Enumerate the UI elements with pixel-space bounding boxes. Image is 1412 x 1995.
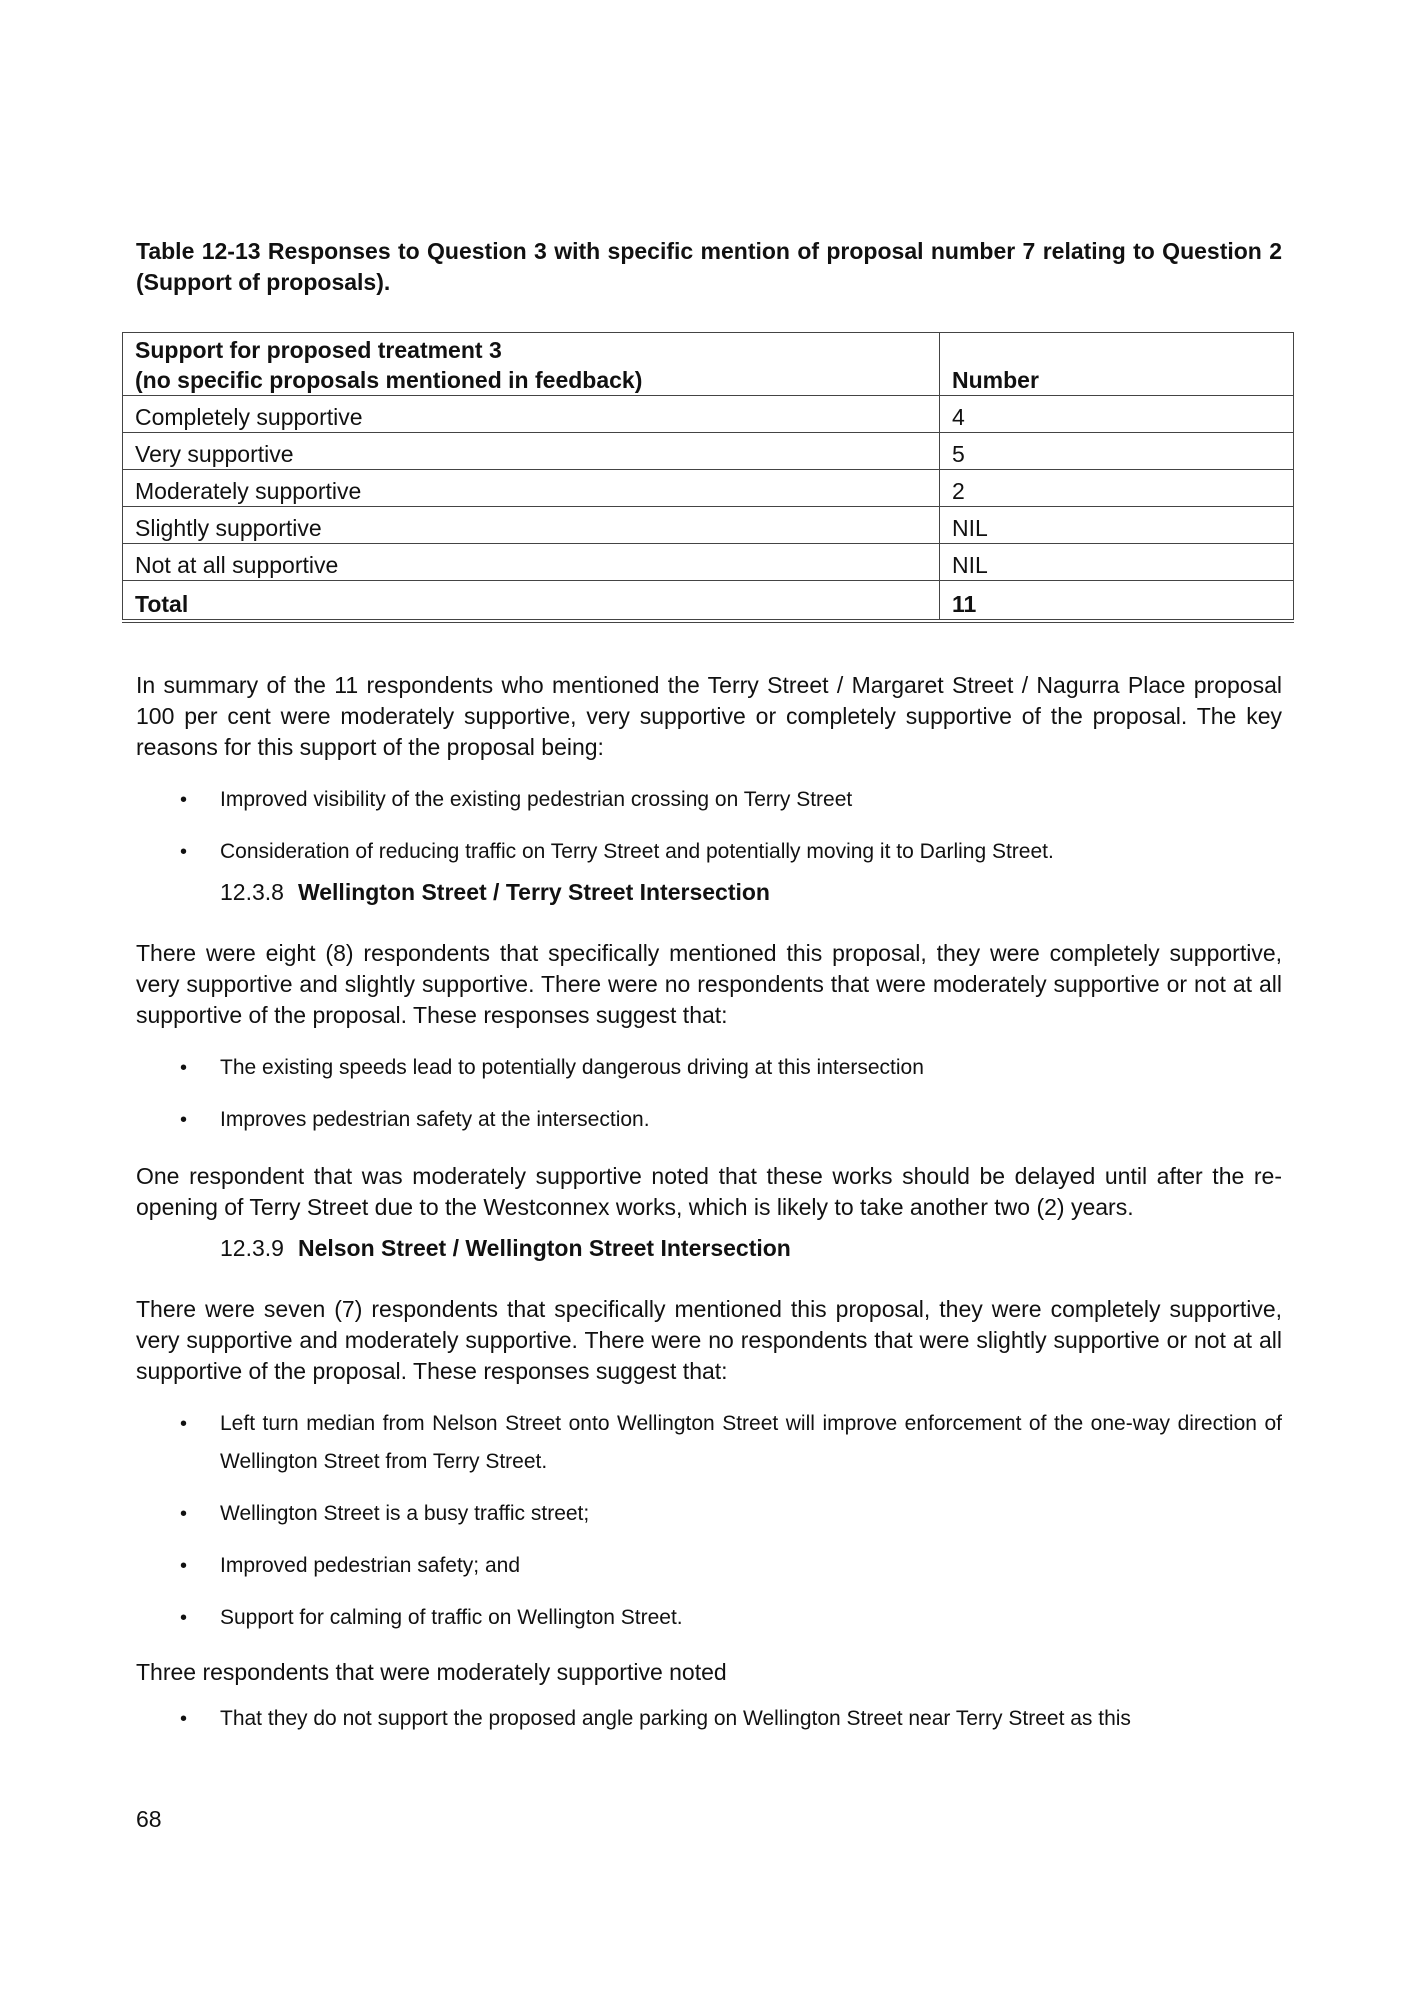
body-flow xyxy=(136,670,1282,1752)
list-item xyxy=(136,1101,1282,1139)
table-row xyxy=(123,470,1294,507)
header-number-cell: Number xyxy=(940,333,1294,396)
bullet-icon: • xyxy=(180,1109,188,1131)
bullet-icon: • xyxy=(180,1057,188,1079)
section-number: 12.3.9 xyxy=(220,1235,284,1261)
row-value: 5 xyxy=(940,433,1294,470)
responses-table xyxy=(122,332,1294,623)
section-12-3-9-paragraph: There were seven (7) respondents that specifically mentioned this proposal, they were completely supportive, very supportive and moderately supportive. There were no respondents that were slightly supportive or not at all supportive of the proposal. These responses suggest that: xyxy=(136,1296,1282,1384)
section-12-3-8-bullet-list xyxy=(136,1049,1282,1139)
section-heading-12-3-8 xyxy=(136,877,1282,908)
list-item xyxy=(136,1495,1282,1533)
table-row xyxy=(123,433,1294,470)
table-row xyxy=(123,396,1294,433)
table-caption: Table 12-13 Responses to Question 3 with specific mention of proposal number 7 relating to Question 2 (Support of proposals). xyxy=(136,238,1282,295)
list-item xyxy=(136,1405,1282,1481)
bullet-icon: • xyxy=(180,1413,188,1435)
page-number: 68 xyxy=(136,1806,162,1832)
section-12-3-8-paragraph: There were eight (8) respondents that specifically mentioned this proposal, they were completely supportive, very supportive and slightly supportive. There were no respondents that were moderately supportive or not at all supportive of the proposal. These responses suggest that: xyxy=(136,940,1282,1028)
row-label: Moderately supportive xyxy=(123,470,940,507)
bullet-icon: • xyxy=(180,841,188,863)
bullet-icon: • xyxy=(180,1708,188,1730)
bullet-text: Improved visibility of the existing pedestrian crossing on Terry Street xyxy=(220,788,853,811)
section-12-3-9-bullet-list-2 xyxy=(136,1700,1282,1738)
bullet-text: Left turn median from Nelson Street onto Wellington Street will improve enforcement of the one-way direction of Wellington Street from Terry Street. xyxy=(220,1412,1282,1473)
total-label: Total xyxy=(123,581,940,622)
section-title: Nelson Street / Wellington Street Intersection xyxy=(297,1235,791,1261)
list-item xyxy=(136,1700,1282,1738)
row-label: Completely supportive xyxy=(123,396,940,433)
total-value: 11 xyxy=(940,581,1294,622)
header-support-cell xyxy=(123,333,940,396)
bullet-icon: • xyxy=(180,1607,188,1629)
table-row xyxy=(123,507,1294,544)
section-title: Wellington Street / Terry Street Intersection xyxy=(297,879,770,905)
row-value: NIL xyxy=(940,507,1294,544)
row-label: Not at all supportive xyxy=(123,544,940,581)
list-item xyxy=(136,1599,1282,1637)
list-item xyxy=(136,1049,1282,1087)
summary-paragraph: In summary of the 11 respondents who mentioned the Terry Street / Margaret Street / Nagurra Place proposal 100 per cent were moderately supportive, very supportive or completely supportive of the proposal. The key reasons for this support of the proposal being: xyxy=(136,672,1282,760)
list-item xyxy=(136,833,1282,871)
row-value: 2 xyxy=(940,470,1294,507)
summary-bullet-list xyxy=(136,781,1282,871)
row-value: NIL xyxy=(940,544,1294,581)
header-line-2: (no specific proposals mentioned in feedback) xyxy=(135,367,643,393)
table-header-row xyxy=(123,333,1294,396)
bullet-text: That they do not support the proposed angle parking on Wellington Street near Terry Street as this xyxy=(220,1707,1131,1730)
section-12-3-9-bullet-list xyxy=(136,1405,1282,1637)
header-line-1: Support for proposed treatment 3 xyxy=(135,337,502,363)
bullet-text: The existing speeds lead to potentially dangerous driving at this intersection xyxy=(220,1056,924,1079)
table-total-row xyxy=(123,581,1294,622)
row-label: Slightly supportive xyxy=(123,507,940,544)
row-value: 4 xyxy=(940,396,1294,433)
bullet-text: Improves pedestrian safety at the intersection. xyxy=(220,1108,650,1131)
bullet-icon: • xyxy=(180,789,188,811)
bullet-icon: • xyxy=(180,1555,188,1577)
section-number: 12.3.8 xyxy=(220,879,284,905)
table-row xyxy=(123,544,1294,581)
bullet-text: Consideration of reducing traffic on Terry Street and potentially moving it to Darling Street. xyxy=(220,840,1054,863)
section-12-3-9-paragraph-2: Three respondents that were moderately supportive noted xyxy=(136,1659,727,1685)
bullet-text: Wellington Street is a busy traffic street; xyxy=(220,1502,590,1525)
section-heading-12-3-9 xyxy=(136,1233,1282,1264)
row-label: Very supportive xyxy=(123,433,940,470)
list-item xyxy=(136,1547,1282,1585)
bullet-text: Support for calming of traffic on Wellington Street. xyxy=(220,1606,683,1629)
list-item xyxy=(136,781,1282,819)
section-12-3-8-paragraph-2: One respondent that was moderately supportive noted that these works should be delayed until after the re-opening of Terry Street due to the Westconnex works, which is likely to take another two (2) years. xyxy=(136,1163,1282,1220)
bullet-text: Improved pedestrian safety; and xyxy=(220,1554,521,1577)
bullet-icon: • xyxy=(180,1503,188,1525)
